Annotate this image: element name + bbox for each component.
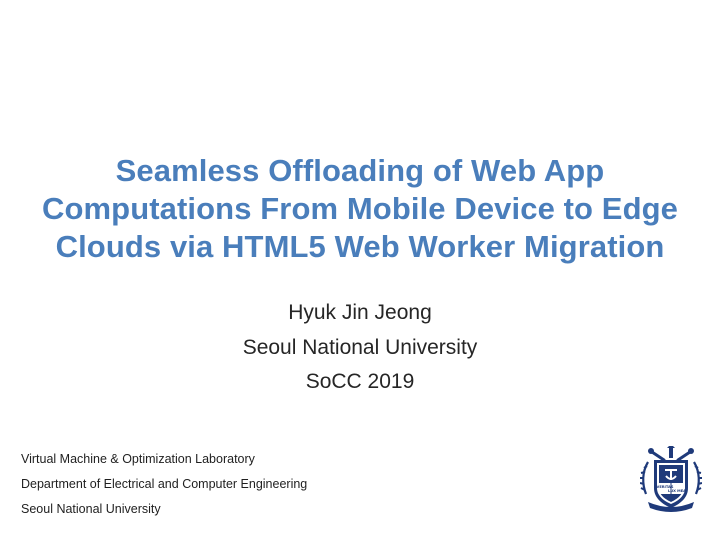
title-line-3: Clouds via HTML5 Web Worker Migration [55,229,665,264]
footer-university: Seoul National University [21,502,161,516]
logo-text-top: VERITAS [656,485,674,489]
author-name: Hyuk Jin Jeong [288,301,432,324]
venue-label: SoCC 2019 [305,370,415,393]
slide-title [20,152,700,266]
author-affiliation: Seoul National University [242,336,478,359]
logo-text-bottom: LUX MEA [668,489,686,493]
title-line-2: Computations From Mobile Device to Edge [41,191,678,226]
university-emblem-icon [640,446,702,512]
footer-lab: Virtual Machine & Optimization Laboratory [21,452,255,466]
title-line-1: Seamless Offloading of Web App [115,153,605,188]
footer-department: Department of Electrical and Computer Engineering [21,477,308,491]
